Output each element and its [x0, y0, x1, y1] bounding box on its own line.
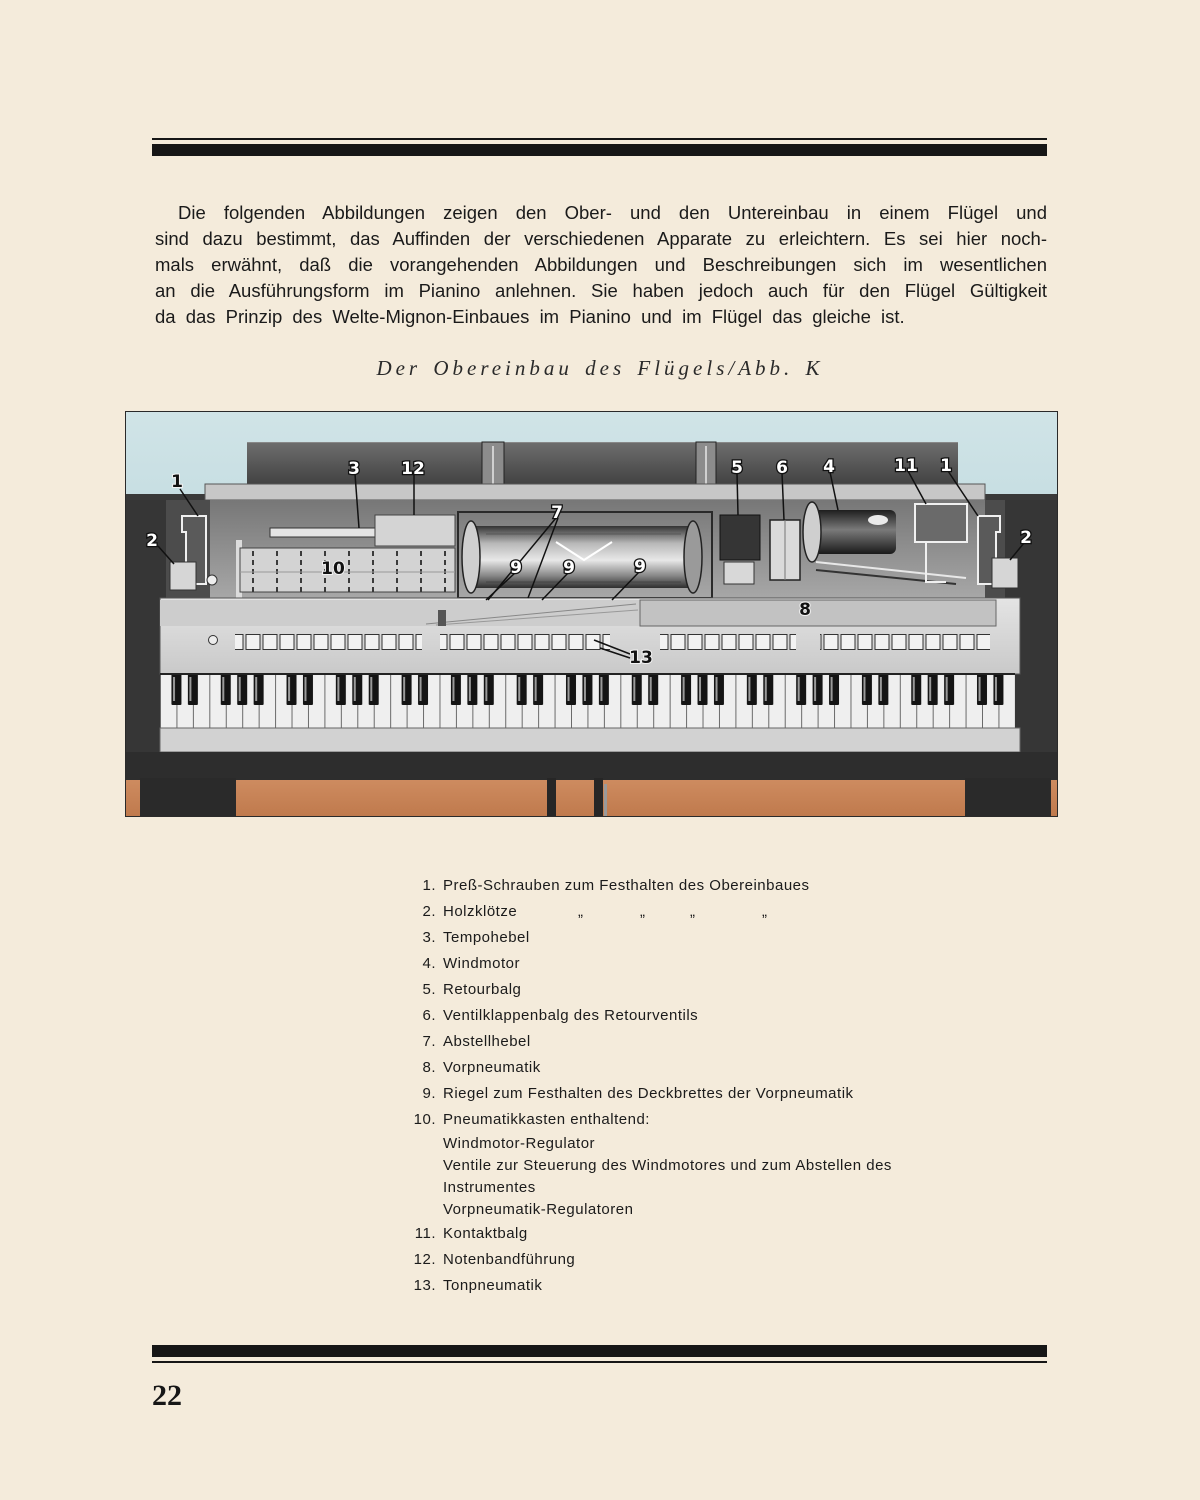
- legend-item: [400, 1055, 1000, 1081]
- legend-item: [400, 977, 1000, 1003]
- legend-number: 4.: [422, 955, 436, 972]
- figure-label: 2: [146, 531, 158, 551]
- piano-photo: [126, 412, 1057, 816]
- legend-item: [400, 1247, 1000, 1273]
- legend-text: Vorpneumatik: [443, 1059, 541, 1076]
- figure-label: 2: [1020, 528, 1032, 548]
- intro-line: mals erwähnt, daß die vorangehenden Abbildungen und Beschreibungen sich im wesentlichen: [155, 254, 1047, 275]
- legend-number: 13.: [413, 1277, 436, 1294]
- legend-text: Retourbalg: [443, 981, 522, 998]
- legend-item: [400, 1107, 1000, 1221]
- legend-text: Kontaktbalg: [443, 1225, 528, 1242]
- figure-label: 12: [401, 459, 425, 479]
- ditto-mark: „: [640, 903, 646, 920]
- ditto-mark: „: [762, 903, 768, 920]
- retour-bellows: [720, 515, 760, 584]
- bottom-rule-thick: [152, 1345, 1047, 1357]
- legend-text: Pneumatikkasten enthaltend:: [443, 1111, 650, 1128]
- bottom-rule-thin: [152, 1361, 1047, 1363]
- ditto-mark: „: [578, 903, 584, 920]
- legend-text: Holzklötze: [443, 903, 518, 920]
- legend-number: 7.: [422, 1033, 436, 1050]
- legend-number: 3.: [422, 929, 436, 946]
- legend-text: Riegel zum Festhalten des Deckbrettes der Vorpneumatik: [443, 1085, 854, 1102]
- legend-text: Windmotor: [443, 955, 521, 972]
- legend-item: [400, 899, 1000, 925]
- music-roll-guide: [375, 515, 455, 546]
- figure-label: 13: [629, 648, 653, 668]
- figure-label: 1: [171, 472, 183, 492]
- legend-item: [400, 873, 1000, 899]
- figure-label: 9: [634, 557, 646, 577]
- legend-item: [400, 925, 1000, 951]
- valve-flap-bellows: [770, 520, 800, 580]
- figure-caption: Der Obereinbau des Flügels/Abb. K: [376, 356, 824, 380]
- legend-item: [400, 1273, 1000, 1299]
- legend-item: [400, 1081, 1000, 1107]
- figure-label: 5: [731, 458, 743, 478]
- legend-text-wrapper: [443, 899, 1000, 925]
- figure-label: 7: [551, 503, 563, 523]
- legend-number: 12.: [413, 1251, 436, 1268]
- tempo-lever: [270, 528, 375, 537]
- figure-label: 9: [563, 558, 575, 578]
- legend-item: [400, 1003, 1000, 1029]
- intro-line: an die Ausführungsform im Pianino anlehnen. Sie haben jedoch auch für den Flügel Gültigkeit: [155, 280, 1047, 301]
- legend-subitem: Vorpneumatik-Regulatoren: [443, 1201, 634, 1218]
- legend-text: Tempohebel: [443, 929, 530, 946]
- figure-label: 3: [348, 459, 360, 479]
- legend-text-wrapper: [443, 1107, 1000, 1221]
- legend-number: 11.: [414, 1225, 436, 1242]
- figure-label: 6: [776, 458, 788, 478]
- intro-line: da das Prinzip des Welte-Mignon-Einbaues im Pianino und im Flügel das gleiche ist.: [155, 306, 905, 327]
- legend-number: 10.: [413, 1111, 436, 1128]
- legend-subitem: Windmotor-Regulator: [443, 1135, 596, 1152]
- legend-number: 1.: [422, 877, 436, 894]
- ditto-mark: „: [690, 903, 696, 920]
- legend-text: Preß-Schrauben zum Festhalten des Obereinbaues: [443, 877, 810, 894]
- legend-text: Notenbandführung: [443, 1251, 576, 1268]
- intro-line: Die folgenden Abbildungen zeigen den Ober- und den Untereinbau in einem Flügel und: [178, 202, 1047, 223]
- keyboard: [160, 674, 1020, 752]
- legend-item: [400, 951, 1000, 977]
- page-number: 22: [152, 1379, 182, 1412]
- figure-label: 4: [823, 457, 835, 477]
- legend-number: 2.: [422, 903, 436, 920]
- legend-subitem: Ventile zur Steuerung des Windmotores und zum Abstellen des: [443, 1157, 892, 1174]
- legend-number: 5.: [422, 981, 436, 998]
- legend-subitem: Instrumentes: [443, 1179, 536, 1196]
- legend-number: 9.: [422, 1085, 436, 1102]
- legend-text: Abstellhebel: [443, 1033, 531, 1050]
- legend-item: [400, 1029, 1000, 1055]
- figure-label: 9: [510, 558, 522, 578]
- top-rule-thin: [152, 138, 1047, 140]
- figure-label: 10: [321, 559, 345, 579]
- legend-item: [400, 1221, 1000, 1247]
- legend-number: 8.: [422, 1059, 436, 1076]
- parts-legend: [400, 873, 1000, 1299]
- legend-number: 6.: [422, 1007, 436, 1024]
- figure-label: 1: [940, 456, 952, 476]
- figure-label: 8: [799, 600, 811, 620]
- top-rule-thick: [152, 144, 1047, 156]
- intro-paragraph: [155, 200, 1047, 330]
- pneumatic-box: [236, 540, 455, 598]
- intro-line: sind dazu bestimmt, das Auffinden der verschiedenen Apparate zu erleichtern. Es sei hier noch-: [155, 228, 1047, 249]
- legend-text: Ventilklappenbalg des Retourventils: [443, 1007, 699, 1024]
- legend-text: Tonpneumatik: [443, 1277, 543, 1294]
- figure-label: 11: [894, 456, 918, 476]
- figure-grand-piano-upper-installation: [126, 412, 1057, 816]
